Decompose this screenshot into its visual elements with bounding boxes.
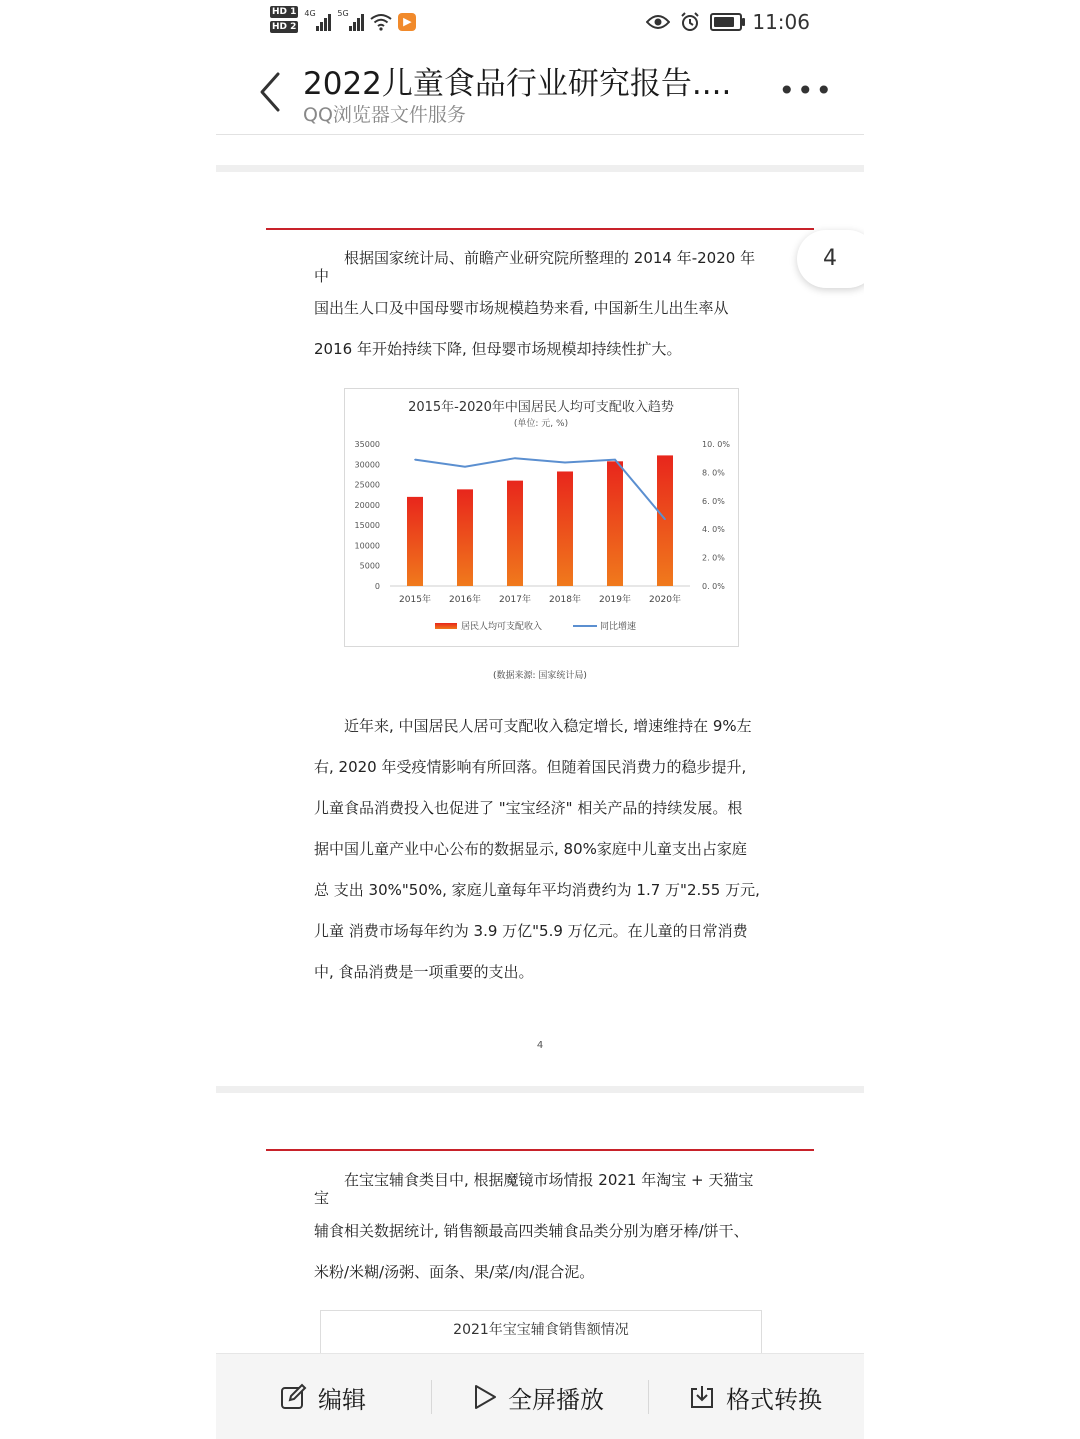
y-tick-label: 30000 <box>354 460 380 470</box>
page1-intro-line2: 国出生人口及中国母婴市场规模趋势来看, 中国新生儿出生率从 <box>314 299 729 317</box>
y-tick-label: 0 <box>374 582 380 591</box>
page-separator <box>216 165 864 172</box>
page2-intro-line2: 辅食相关数据统计, 销售额最高四类辅食品类分别为磨牙棒/饼干、 <box>314 1222 749 1240</box>
play-icon <box>472 1383 498 1411</box>
chart-title: 2015年-2020年中国居民人均可支配收入趋势 <box>408 400 674 415</box>
y2-tick-label: 2. 0% <box>702 553 725 563</box>
y-tick-label: 25000 <box>354 480 380 490</box>
page2-intro-wrap <box>314 1184 764 1212</box>
income-bar <box>507 481 523 586</box>
page1-intro-rest <box>314 288 764 370</box>
chart-subtitle: (单位: 元, %) <box>513 419 569 429</box>
growth-point <box>664 518 666 520</box>
toolbar-divider <box>648 1380 649 1414</box>
income-bar <box>557 471 573 586</box>
x-tick-label: 2019年 <box>599 595 631 605</box>
page1-body-line: 儿童食品消费投入也促进了 "宝宝经济" 相关产品的持续发展。根 <box>314 799 743 817</box>
sim1-badge: HD 1 <box>272 7 297 17</box>
y2-tick-label: 8. 0% <box>702 468 725 478</box>
y-tick-label: 10000 <box>354 541 380 551</box>
page1-intro-line1b: 中 <box>314 267 330 285</box>
page1-body-line: 中, 食品消费是一项重要的支出。 <box>314 963 534 981</box>
legend-line-label: 同比增速 <box>600 622 637 632</box>
page1-body-line: 儿童 消费市场每年约为 3.9 万亿"5.9 万亿元。在儿童的日常消费 <box>314 922 748 940</box>
page-header-rule <box>266 228 814 230</box>
edit-label: 编辑 <box>318 1385 366 1414</box>
growth-point <box>464 466 466 468</box>
page1-body <box>314 706 764 993</box>
y-tick-label: 15000 <box>354 521 380 531</box>
income-bar <box>607 461 623 586</box>
chevron-left-icon <box>254 70 290 114</box>
y2-tick-label: 4. 0% <box>702 525 725 535</box>
bottom-toolbar <box>216 1353 864 1439</box>
page2-intro-line1: 在宝宝辅食类目中, 根据魔镜市场情报 2021 年淘宝 + 天猫宝 <box>344 1171 754 1189</box>
y2-tick-label: 10. 0% <box>702 440 730 449</box>
chart-source: (数据来源: 国家统计局) <box>493 671 587 681</box>
phone-screen <box>216 0 864 1439</box>
more-options-button[interactable]: ••• <box>778 74 834 107</box>
status-left <box>270 6 416 33</box>
x-tick-label: 2015年 <box>399 595 431 605</box>
page1-body-line: 据中国儿童产业中心公布的数据显示, 80%家庭中儿童支出占家庭 <box>314 840 747 858</box>
format-convert-button[interactable] <box>688 1354 822 1439</box>
y-tick-label: 20000 <box>354 500 380 510</box>
page2-intro-line3: 米粉/米糊/汤粥、面条、果/菜/肉/混合泥。 <box>314 1263 595 1281</box>
page2-intro-line1b: 宝 <box>314 1189 330 1207</box>
baby-food-chart-title: 2021年宝宝辅食销售额情况 <box>453 1322 629 1338</box>
y2-tick-label: 6. 0% <box>702 496 725 506</box>
toolbar-divider <box>431 1380 432 1414</box>
alarm-icon <box>680 12 700 32</box>
qq-browser-icon: ▶ <box>398 13 416 31</box>
document-subtitle: QQ浏览器文件服务 <box>303 104 466 126</box>
status-bar <box>216 0 864 50</box>
page1-intro-line1: 根据国家统计局、前瞻产业研究院所整理的 2014 年-2020 年 <box>344 249 756 267</box>
page-indicator-badge[interactable]: 4 <box>797 230 864 288</box>
x-tick-label: 2020年 <box>649 595 681 605</box>
page-separator <box>216 1086 864 1093</box>
network1-label: 4G <box>304 8 316 18</box>
app-header <box>216 52 864 135</box>
edit-button[interactable] <box>280 1354 366 1439</box>
page-header-rule <box>266 1149 814 1151</box>
x-tick-label: 2017年 <box>499 595 531 605</box>
sim-indicators <box>270 6 298 33</box>
fullscreen-play-button[interactable] <box>472 1354 604 1439</box>
page1-number: 4 <box>536 1040 544 1051</box>
wifi-icon <box>370 13 392 31</box>
battery-icon <box>710 13 742 31</box>
page1-body-line: 近年来, 中国居民人居可支配收入稳定增长, 增速维持在 9%左 <box>344 717 752 735</box>
growth-line <box>415 458 665 519</box>
income-chart <box>344 388 739 647</box>
income-bar <box>657 455 673 586</box>
page1-body-line: 总 支出 30%"50%, 家庭儿童每年平均消费约为 1.7 万"2.55 万元, <box>314 881 760 899</box>
signal-5g-icon <box>337 9 364 31</box>
y-tick-label: 5000 <box>359 561 380 571</box>
fullscreen-play-label: 全屏播放 <box>508 1385 604 1414</box>
network2-label: 5G <box>337 8 349 18</box>
growth-point <box>514 457 516 459</box>
growth-point <box>564 462 566 464</box>
y-tick-label: 35000 <box>354 440 380 449</box>
format-convert-label: 格式转换 <box>726 1385 822 1414</box>
growth-point <box>614 459 616 461</box>
eye-icon <box>646 14 670 30</box>
download-convert-icon <box>688 1383 716 1411</box>
status-time: 11:06 <box>752 10 810 34</box>
income-chart-svg <box>345 389 738 646</box>
x-tick-label: 2018年 <box>549 595 581 605</box>
sim2-badge: HD 2 <box>272 22 297 32</box>
page2-intro-rest <box>314 1211 764 1293</box>
document-title: 2022儿童食品行业研究报告.... <box>303 66 732 102</box>
signal-4g-icon <box>304 9 331 31</box>
y2-tick-label: 0. 0% <box>702 582 725 591</box>
page1-intro-wrap <box>314 262 764 290</box>
back-button[interactable] <box>254 70 290 114</box>
edit-icon <box>280 1383 308 1411</box>
status-right <box>646 10 810 34</box>
income-bar <box>457 489 473 586</box>
income-bar <box>407 497 423 586</box>
page1-body-line: 右, 2020 年受疫情影响有所回落。但随着国民消费力的稳步提升, <box>314 758 747 776</box>
page1-intro-line3: 2016 年开始持续下降, 但母婴市场规模却持续性扩大。 <box>314 340 682 358</box>
legend-bar-swatch <box>435 623 457 629</box>
x-tick-label: 2016年 <box>449 595 481 605</box>
legend-bar-label: 居民人均可支配收入 <box>461 622 543 632</box>
growth-point <box>414 459 416 461</box>
